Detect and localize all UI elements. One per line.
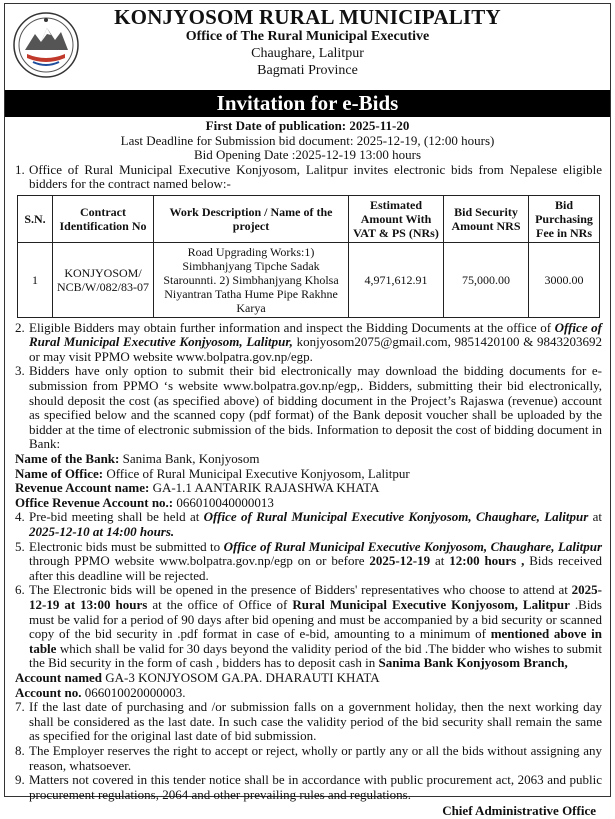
prebid-time: 2025-12-10 at 14:00 hours.	[29, 524, 175, 539]
clause-2	[15, 321, 602, 365]
clause-number: 6.	[15, 582, 25, 598]
address-line-2: Bagmati Province	[257, 63, 358, 78]
bid-table	[17, 195, 600, 318]
clause-5	[15, 540, 602, 584]
clause-9	[15, 773, 602, 802]
revenue-account-no-line	[15, 496, 602, 511]
clause-text-3: at	[430, 553, 450, 569]
clause-text: Matters not covered in this tender notice shall be in accordance with public procurement act, 2063 and public procurement regulations, 2064 and other prevailing rules and regulations.	[29, 772, 602, 802]
account-no-line	[15, 686, 602, 701]
clause-text: Office of Rural Municipal Executive Konjyosom, Lalitpur invites electronic bids from Nepalese eligible bidders for the contract named below:-	[29, 161, 602, 192]
office-line	[15, 467, 602, 482]
deposit-bank: Sanima Bank Konjyosom Branch,	[378, 655, 568, 671]
address-line-1: Chaughare, Lalitpur	[251, 46, 364, 61]
bank-name-label: Name of the Bank:	[15, 451, 120, 467]
header-work-description: Work Description / Name of the project	[154, 195, 349, 242]
clause-text-2: at	[588, 509, 602, 525]
submission-place: Office of Rural Municipal Executive Konjyosom, Chaughare, Lalitpur	[223, 538, 603, 554]
office-label: Name of Office:	[15, 465, 104, 481]
signature-title: Chief Administrative Office	[442, 803, 596, 819]
clause-text-2: through PPMO website www.bolpatra.gov.np/egp on or before	[29, 553, 370, 569]
revenue-account-name-label: Revenue Account name:	[15, 480, 150, 496]
clause-number: 8.	[15, 742, 25, 758]
header-contract-id: Contract Identification No	[53, 195, 154, 242]
revenue-account-name-value: GA-1.1 AANTARIK RAJASHWA KHATA	[149, 480, 380, 496]
clause-6	[15, 583, 602, 671]
notice-page	[4, 3, 611, 819]
bank-name-value: Sanima Bank, Konjyosom	[119, 451, 260, 467]
header-purchasing-fee: Bid Purchasing Fee in NRs	[529, 195, 600, 242]
notice-banner: Invitation for e-Bids	[5, 90, 610, 117]
clause-number: 5.	[15, 538, 25, 554]
revenue-account-name-line	[15, 481, 602, 496]
office-name: Office of The Rural Municipal Executive	[185, 29, 430, 44]
cell-purchasing-fee: 3000.00	[529, 242, 600, 317]
clause-text: Eligible Bidders may obtain further information and inspect the Bidding Documents at the office of	[29, 319, 555, 335]
prebid-place: Office of Rural Municipal Executive Konjyosom, Chaughare, Lalitpur	[203, 509, 589, 525]
clause-number: 2.	[15, 319, 25, 335]
account-name-value: GA-3 KONJYOSOM GA.PA. DHARAUTI KHATA	[102, 669, 380, 685]
bank-name-line	[15, 452, 602, 467]
cell-estimated-amount: 4,971,612.91	[349, 242, 444, 317]
office-name-emphasis: Office of Rural Municipal Executive Konjyosom, Lalitpur,	[29, 319, 602, 350]
clause-text-3: .Bids must be valid for a period of 90 days after bid opening and must be accompanied by a bid security or scanned copy of the bid security in .pdf format in case of e-bid, amounting to a minimum of	[29, 596, 602, 642]
revenue-account-no-label: Office Revenue Account no.:	[15, 494, 174, 510]
account-no-value: 066010020000003.	[81, 684, 186, 700]
opening-datetime: 2025-12-19 at 13:00 hours	[29, 582, 602, 612]
clause-8	[15, 744, 602, 773]
publication-date: First Date of publication: 2025-11-20	[205, 118, 410, 133]
clause-text-4: which shall be valid for 30 days beyond the validity period of the bid .The bidder who wishes to submit the Bid security in the form of cash , bidders has to deposit cash in	[29, 640, 602, 671]
clause-7	[15, 700, 602, 744]
mentioned-in-table: mentioned above in table	[29, 626, 603, 656]
header	[5, 4, 610, 90]
header-sn: S.N.	[18, 195, 53, 242]
clause-text-4: Bids received after this deadline will be rejected.	[29, 553, 602, 583]
header-bid-security: Bid Security Amount NRS	[444, 195, 529, 242]
submission-time: 12:00 hours ,	[449, 553, 525, 569]
office-value: Office of Rural Municipal Executive Konjyosom, Lalitpur	[103, 465, 410, 481]
opening-place: Rural Municipal Executive Konjyosom, Lalitpur	[292, 596, 570, 612]
notice-body	[5, 163, 610, 819]
cell-work-description: Road Upgrading Works:1) Simbhanjyang Tipche Sadak Starounnti. 2) Simbhanjyang Kholsa Niyantran Tatha Hume Pipe Rakhne Karya	[154, 242, 349, 317]
contact-text: konjyosom2075@gmail.com, 9851420100 & 9843203692 or may visit PPMO website www.bolpatra.gov.np/egp.	[29, 334, 602, 364]
header-estimated-amount: Estimated Amount With VAT & PS (NRs)	[349, 195, 444, 242]
cell-sn: 1	[18, 242, 53, 317]
clause-number: 3.	[15, 363, 25, 379]
government-emblem-icon	[11, 10, 81, 80]
cell-bid-security: 75,000.00	[444, 242, 529, 317]
clause-text: The Employer reserves the right to accept or reject, wholly or partly any or all the bids without assigning any reason, whatsoever.	[29, 742, 602, 773]
clause-1	[15, 163, 602, 192]
municipality-title: KONJYOSOM RURAL MUNICIPALITY	[114, 5, 501, 29]
clause-text: The Electronic bids will be opened in the presence of Bidders' representatives who choose to attend at	[29, 582, 572, 598]
account-name-label: Account named	[15, 669, 103, 685]
clause-number: 4.	[15, 509, 25, 525]
clause-text: Bidders have only option to submit their bid electronically may download the bidding documents for e-submission from PPMO ‘s website www.bolpatra.gov.np/egp,. Bidders, submitting their bid electronically, should deposit the cost (as specified above) of bidding document in the Project’s Rajaswa (revenue) account as specified below and the scanned copy (pdf format) of the Bank deposit voucher shall be uploaded by the bidder at the time of electronic submission of the bids. Information to deposit the cost of bidding document in Bank:	[29, 363, 602, 452]
table-row	[18, 242, 600, 317]
cell-contract-id: KONJYOSOM/ NCB/W/082/83-07	[53, 242, 154, 317]
bid-opening-date: Bid Opening Date :2025-12-19 13:00 hours	[193, 147, 422, 162]
clause-number: 7.	[15, 699, 25, 715]
account-no-label: Account no.	[15, 684, 82, 700]
clause-text-2: at the office of Office of	[147, 596, 293, 612]
submission-date: 2025-12-19	[369, 553, 431, 569]
submission-deadline: Last Deadline for Submission bid document: 2025-12-19, (12:00 hours)	[120, 132, 495, 148]
clause-text: If the last date of purchasing and /or submission falls on a government holiday, then the next working day shall be considered as the last date. In such case the validity period of the bid security shall remain the same as specified for the original last date of bid submission.	[29, 699, 602, 744]
revenue-account-no-value: 066010040000013	[173, 494, 274, 510]
clause-number: 1.	[15, 161, 25, 177]
clause-number: 9.	[15, 772, 25, 788]
clause-4	[15, 510, 602, 539]
clause-3	[15, 364, 602, 452]
clause-text: Pre-bid meeting shall be held at	[29, 509, 204, 525]
table-header-row	[18, 195, 600, 242]
clause-text: Electronic bids must be submitted to	[29, 538, 224, 554]
account-name-line	[15, 671, 602, 686]
